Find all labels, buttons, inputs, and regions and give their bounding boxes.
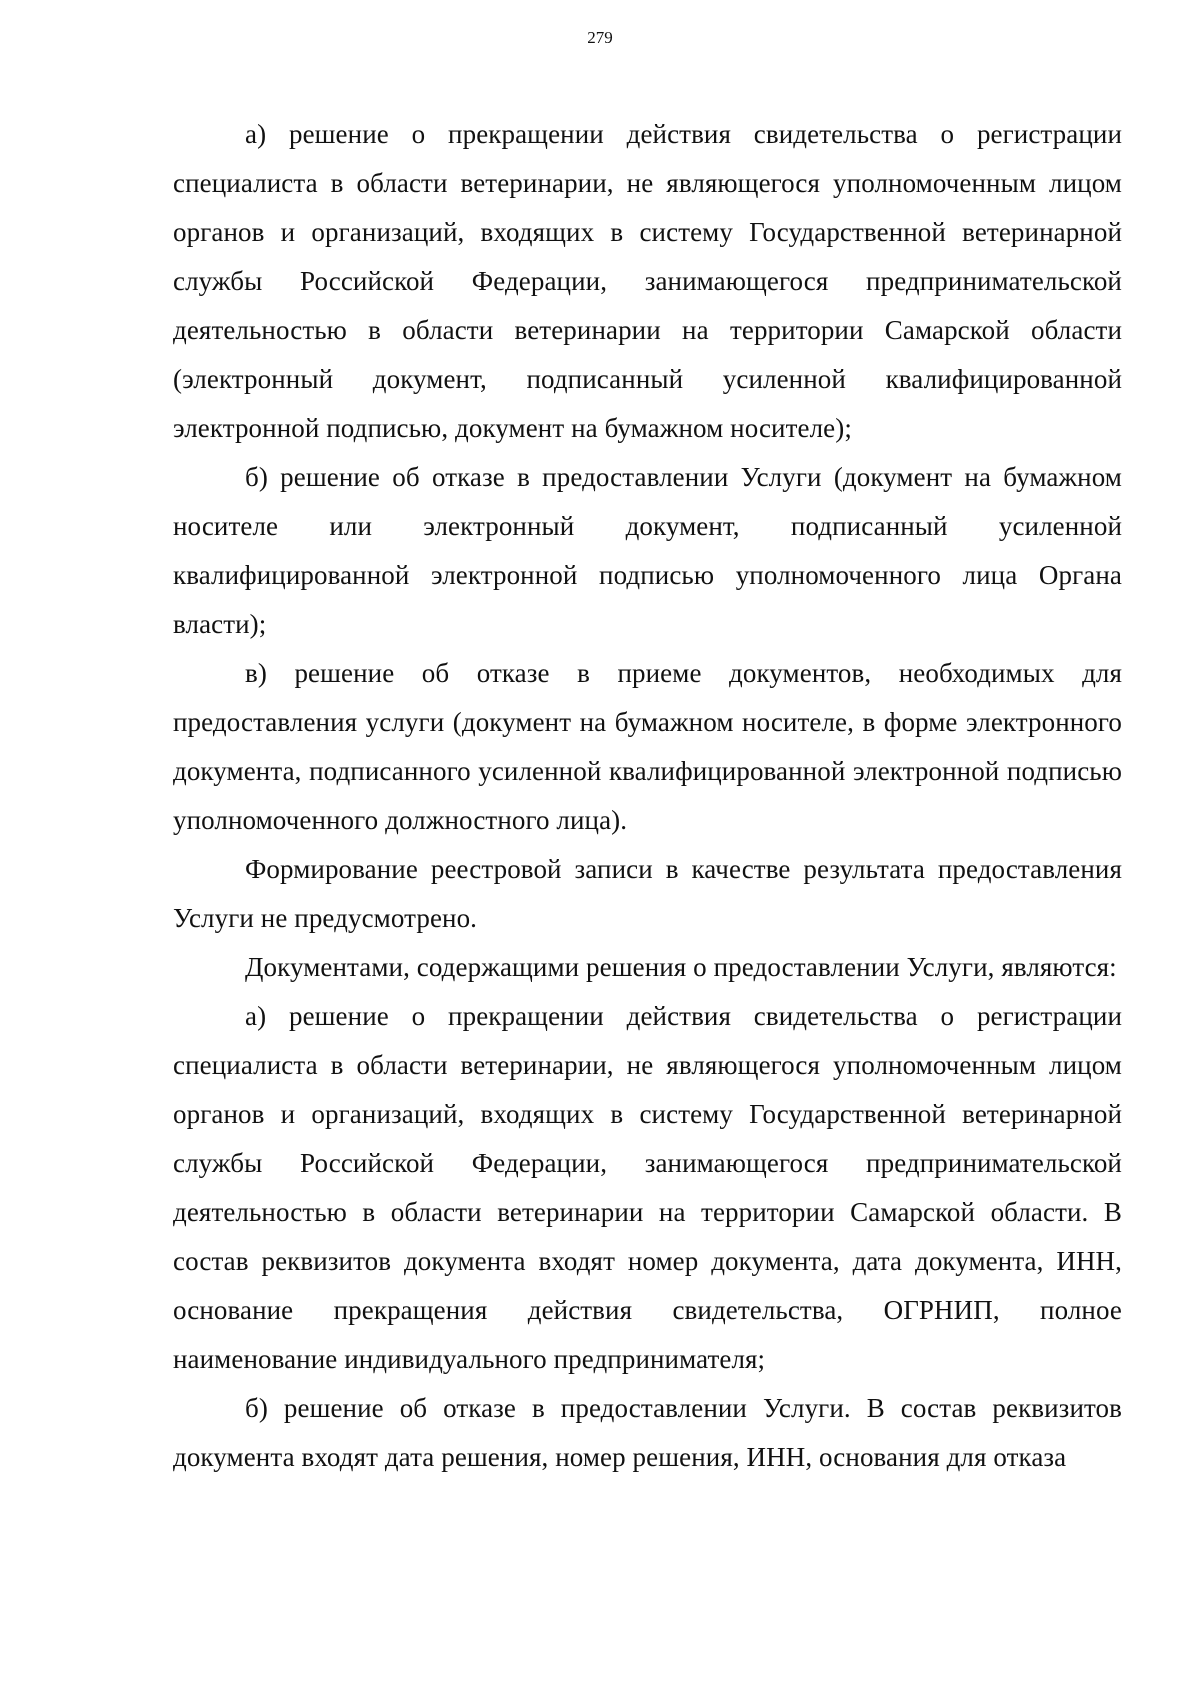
document-body [173,110,1122,1482]
paragraph-result-c: в) решение об отказе в приеме документов, необходимых для предоставления услуги (документ на бумажном носителе, в форме электронного документа, подписанного усиленной квалифицированной электронной подписью уполномоченного должностного лица). [173,658,1122,835]
page-number: 279 [587,28,613,47]
paragraph-result-a: а) решение о прекращении действия свидетельства о регистрации специалиста в области ветеринарии, не являющегося уполномоченным лицом органов и организаций, входящих в систему Государственной ветеринарной службы Российской Федерации, занимающегося предпринимательской деятельностью в области ветеринарии на территории Самарской области (электронный документ, подписанный усиленной квалифицированной электронной подписью, документ на бумажном носителе); [173,119,1122,443]
paragraph-decision-a: а) решение о прекращении действия свидетельства о регистрации специалиста в области ветеринарии, не являющегося уполномоченным лицом органов и организаций, входящих в систему Государственной ветеринарной службы Российской Федерации, занимающегося предпринимательской деятельностью в области ветеринарии на территории Самарской области. В состав реквизитов документа входят номер документа, дата документа, ИНН, основание прекращения действия свидетельства, ОГРНИП, полное наименование индивидуального предпринимателя; [173,1001,1122,1374]
paragraph-registry-record: Формирование реестровой записи в качестве результата предоставления Услуги не предусмотрено. [173,854,1122,933]
paragraph-decision-documents: Документами, содержащими решения о предоставлении Услуги, являются: [245,952,1117,982]
paragraph-result-b: б) решение об отказе в предоставлении Услуги (документ на бумажном носителе или электронный документ, подписанный усиленной квалифицированной электронной подписью уполномоченного лица Органа власти); [173,462,1122,639]
paragraph-decision-b: б) решение об отказе в предоставлении Услуги. В состав реквизитов документа входят дата решения, номер решения, ИНН, основания для отказа [173,1393,1122,1472]
